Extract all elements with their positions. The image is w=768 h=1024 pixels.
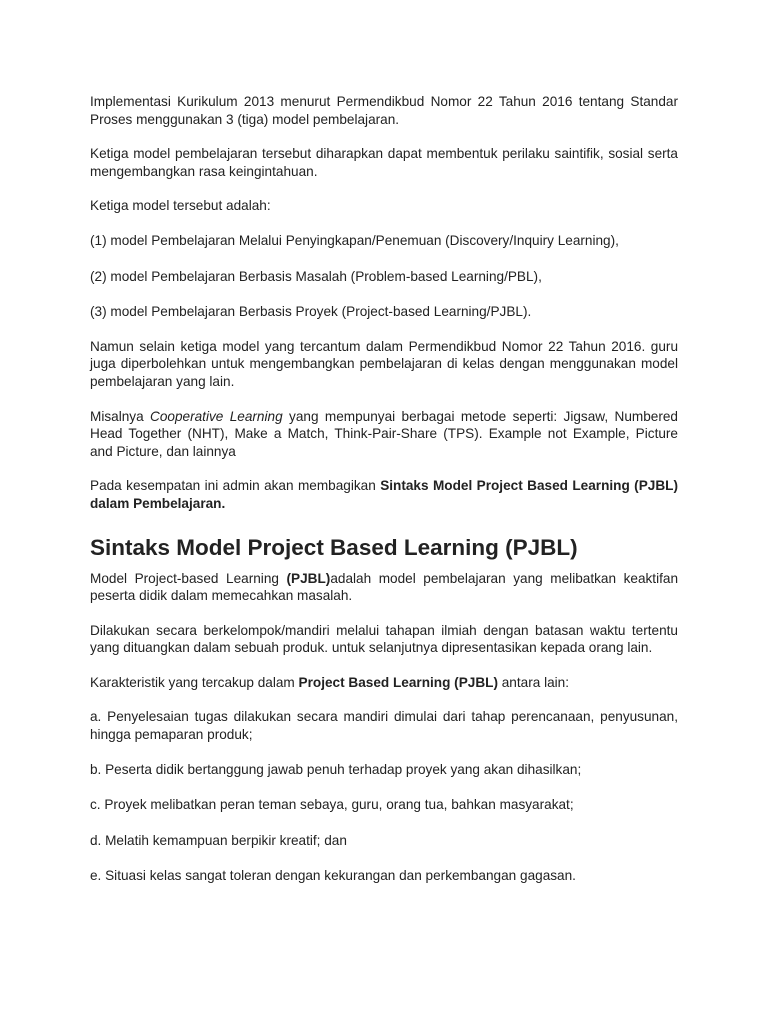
section-paragraph-1-lead: Model Project-based Learning (90, 570, 287, 586)
document-body (90, 93, 678, 885)
pjbl-term: (PJBL) (286, 570, 331, 586)
cooperative-learning-term: Cooperative Learning (150, 408, 283, 424)
intro-paragraph-6-emphasis: Sintaks Model Project Based Learning (PJBL) dalam Pembelajaran. (90, 478, 678, 511)
intro-paragraph-4: Namun selain ketiga model yang tercantum dalam Permendikbud Nomor 22 Tahun 2016. guru juga diperbolehkan untuk mengembangkan pembelajaran di kelas dengan menggunakan model pembelajaran yang lain. (90, 338, 678, 389)
intro-paragraph-5-lead: Misalnya (90, 408, 151, 424)
intro-paragraph-1: Implementasi Kurikulum 2013 menurut Permendikbud Nomor 22 Tahun 2016 tentang Standar Proses menggunakan 3 (tiga) model pembelajaran. (90, 94, 678, 127)
section-paragraph-1 (90, 570, 678, 605)
characteristic-item-b: b. Peserta didik bertanggung jawab penuh terhadap proyek yang akan dihasilkan; (90, 761, 582, 777)
characteristic-item-e: e. Situasi kelas sangat toleran dengan kekurangan dan perkembangan gagasan. (90, 868, 576, 884)
section-heading: Sintaks Model Project Based Learning (PJBL) (90, 534, 578, 560)
section-paragraph-3 (90, 674, 678, 692)
section-paragraph-3-rest: antara lain: (497, 674, 570, 690)
pjbl-term-full: Project Based Learning (PJBL) (298, 674, 498, 690)
model-item-2: (2) model Pembelajaran Berbasis Masalah (Problem-based Learning/PBL), (90, 268, 542, 284)
models-intro: Ketiga model tersebut adalah: (90, 198, 271, 214)
intro-paragraph-5 (90, 408, 678, 461)
section-paragraph-2: Dilakukan secara berkelompok/mandiri melalui tahapan ilmiah dengan batasan waktu tertentu yang dituangkan dalam sebuah produk. untuk selanjutnya dipresentasikan kepada orang lain. (90, 622, 678, 656)
intro-paragraph-2: Ketiga model pembelajaran tersebut diharapkan dapat membentuk perilaku saintifik, sosial serta mengembangkan rasa keingintahuan. (90, 146, 678, 179)
intro-paragraph-6 (90, 477, 678, 512)
model-item-1: (1) model Pembelajaran Melalui Penyingkapan/Penemuan (Discovery/Inquiry Learning), (90, 232, 619, 248)
intro-paragraph-6-lead: Pada kesempatan ini admin akan membagikan (90, 478, 381, 494)
section-paragraph-3-lead: Karakteristik yang tercakup dalam (90, 674, 299, 690)
model-item-3: (3) model Pembelajaran Berbasis Proyek (Project-based Learning/PJBL). (90, 304, 532, 320)
characteristic-item-d: d. Melatih kemampuan berpikir kreatif; dan (90, 832, 347, 848)
characteristic-item-a: a. Penyelesaian tugas dilakukan secara mandiri dimulai dari tahap perencanaan, penyusunan, hingga pemaparan produk; (90, 709, 678, 743)
characteristic-item-c: c. Proyek melibatkan peran teman sebaya, guru, orang tua, bahkan masyarakat; (90, 797, 574, 813)
intro-paragraph-5-rest: yang mempunyai berbagai metode seperti: Jigsaw, Numbered Head Together (NHT), Make a Match, Think-Pair-Share (TPS). Example not Example, Picture and Picture, dan lainnya (90, 408, 678, 459)
section-paragraph-1-rest: adalah model pembelajaran yang melibatkan keaktifan peserta didik dalam memecahkan masalah. (90, 570, 678, 604)
